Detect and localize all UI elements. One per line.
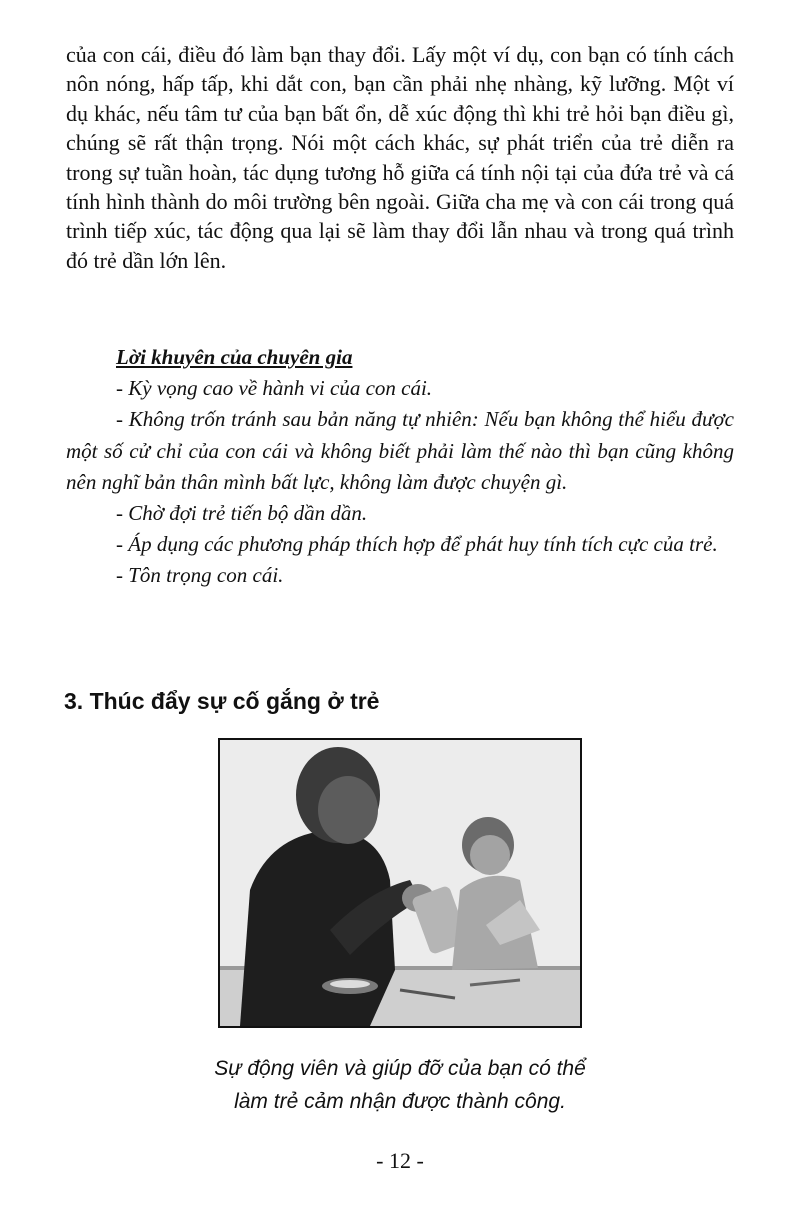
caption-line-1: Sự động viên và giúp đỡ của bạn có thể <box>214 1057 586 1080</box>
advice-item: - Áp dụng các phương pháp thích hợp để phát huy tính tích cực của trẻ. <box>116 532 718 557</box>
advice-item: - Chờ đợi trẻ tiến bộ dần dần. <box>116 501 368 526</box>
caption-line-2: làm trẻ cảm nhận được thành công. <box>234 1090 566 1113</box>
advice-item: - Tôn trọng con cái. <box>116 563 284 588</box>
photo-caption <box>100 1052 700 1118</box>
section-title: 3. Thúc đẩy sự cố gắng ở trẻ <box>64 688 380 714</box>
advice-item: - Kỳ vọng cao về hành vi của con cái. <box>116 376 433 401</box>
body-paragraph: của con cái, điều đó làm bạn thay đổi. Lấy một ví dụ, con bạn có tính cách nôn nóng, hấp tấp, khi dắt con, bạn cần phải nhẹ nhàng, kỹ lưỡng. Một ví dụ khác, nếu tâm tư của bạn bất ổn, dễ xúc động thì khi trẻ hỏi bạn điều gì, chúng sẽ rất thận trọng. Nói một cách khác, sự phát triển của trẻ diễn ra trong sự tuần hoàn, tác dụng tương hỗ giữa cá tính nội tại của đứa trẻ và cá tính hình thành do môi trường bên ngoài. Giữa cha mẹ và con cái trong quá trình tiếp xúc, tác động qua lại sẽ làm thay đổi lẫn nhau và trong quá trình đó trẻ dần lớn lên. <box>66 42 734 273</box>
photo-father-and-child <box>218 738 582 1028</box>
page-number: - 12 - <box>376 1148 424 1173</box>
advice-list <box>66 373 734 591</box>
expert-advice-box <box>66 342 734 592</box>
photo-illustration <box>220 740 580 1026</box>
advice-item: - Không trốn tránh sau bản năng tự nhiên: Nếu bạn không thể hiểu được một số cử chỉ của con cái và không biết phải làm thế nào thì bạn cũng không nên nghĩ bản thân mình bất lực, không làm được chuyện gì. <box>66 407 734 494</box>
advice-title: Lời khuyên của chuyên gia <box>116 345 353 369</box>
